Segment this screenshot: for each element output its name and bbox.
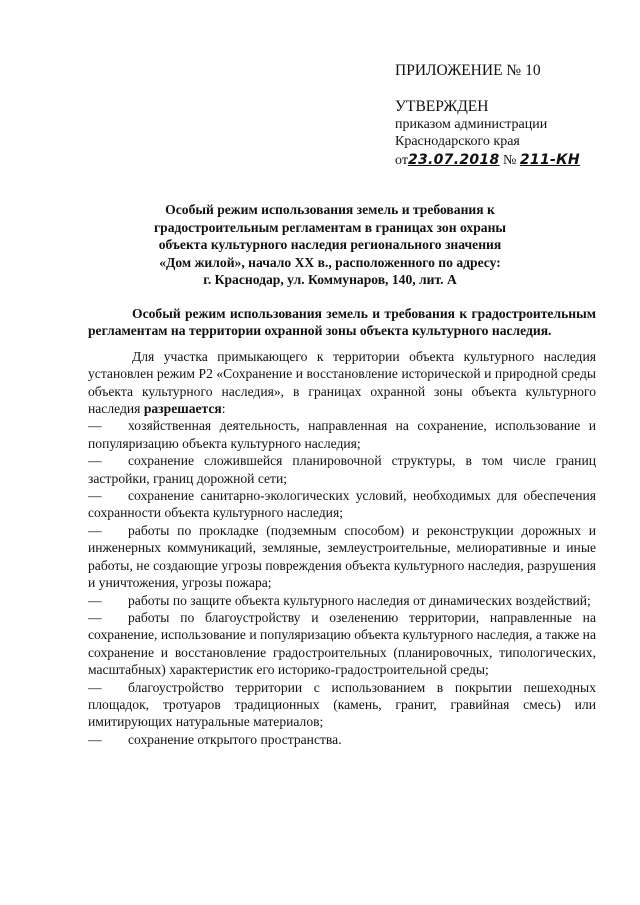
document-title (120, 201, 540, 289)
list-item (88, 417, 596, 452)
title-line: объекта культурного наследия регионального значения (158, 237, 502, 253)
dash-marker: — (88, 592, 102, 608)
approval-header (395, 62, 630, 170)
permitted-activities-list (88, 417, 596, 748)
title-line: градостроительным регламентам в границах зон охраны (153, 219, 507, 235)
date-prefix: от (395, 153, 408, 168)
list-item (88, 522, 596, 592)
title-line: «Дом жилой», начало XX в., расположенного по адресу: (159, 254, 501, 270)
list-item-text: работы по защите объекта культурного наследия от динамических воздействий; (128, 592, 591, 608)
dash-marker: — (88, 418, 102, 434)
list-item-text: сохранение сложившейся планировочной структуры, в том числе границ застройки, границ дорожной сети; (88, 453, 596, 486)
dash-marker: — (88, 679, 102, 695)
list-item (88, 452, 596, 487)
appendix-number: ПРИЛОЖЕНИЕ № 10 (395, 62, 541, 79)
dash-marker: — (88, 453, 102, 469)
dash-marker: — (88, 522, 102, 538)
approved-label: УТВЕРЖДЕН (395, 98, 489, 115)
title-line: г. Краснодар, ул. Коммунаров, 140, лит. А (203, 272, 457, 288)
intro-suffix: : (221, 401, 226, 417)
dash-marker: — (88, 731, 102, 747)
list-item (88, 592, 596, 609)
document-body (88, 305, 596, 748)
intro-bold-word: разрешается (143, 401, 222, 417)
list-item (88, 487, 596, 522)
intro-text: Для участка примыкающего к территории объекта культурного наследия установлен режим Р2 «Сохранение и восстановление исторической и природной среды объекта культурного наследия», в границах охранной зоны объекта культурного наследия (88, 348, 596, 417)
handwritten-date: 23.07.2018 (407, 152, 500, 168)
number-prefix: № (503, 153, 517, 168)
title-line: Особый режим использования земель и требования к (165, 202, 495, 217)
list-item-text: сохранение санитарно-экологических условий, необходимых для обеспечения сохранности объекта культурного наследия; (88, 488, 596, 521)
intro-paragraph (88, 348, 596, 418)
order-date-number-line (395, 151, 630, 170)
dash-marker: — (88, 609, 102, 625)
list-item-text: работы по прокладке (подземным способом) и реконструкции дорожных и инженерных коммуникаций, земляные, землеустроительные, мелиоративные и иные работы, не создающие угрозы повреждения объекта культурного наследия, разрушения и уничтожения, угрозы пожара; (88, 522, 596, 591)
list-item (88, 731, 596, 748)
list-item-text: работы по благоустройству и озеленению территории, направленные на сохранение, использование и популяризацию объекта культурного наследия, а также на сохранение и восстановление градостроительных (планировочных, типологических, масштабных) характеристик его историко-градостроительной среды; (88, 609, 596, 678)
list-item-text: сохранение открытого пространства. (128, 731, 342, 747)
section-heading: Особый режим использования земель и требования к градостроительным регламентам на территории охранной зоны объекта культурного наследия. (88, 306, 596, 339)
region-line: Краснодарского края (395, 134, 520, 149)
dash-marker: — (88, 488, 102, 504)
list-item (88, 679, 596, 731)
list-item-text: хозяйственная деятельность, направленная на сохранение, использование и популяризацию объекта культурного наследия; (88, 418, 596, 451)
list-item (88, 609, 596, 679)
order-authority-line: приказом администрации (395, 117, 548, 132)
handwritten-order-number: 211-КН (519, 152, 580, 168)
list-item-text: благоустройство территории с использованием в покрытии пешеходных площадок, тротуаров традиционных (камень, гранит, гравийная смесь) или имитирующих натуральные материалов; (88, 679, 596, 730)
